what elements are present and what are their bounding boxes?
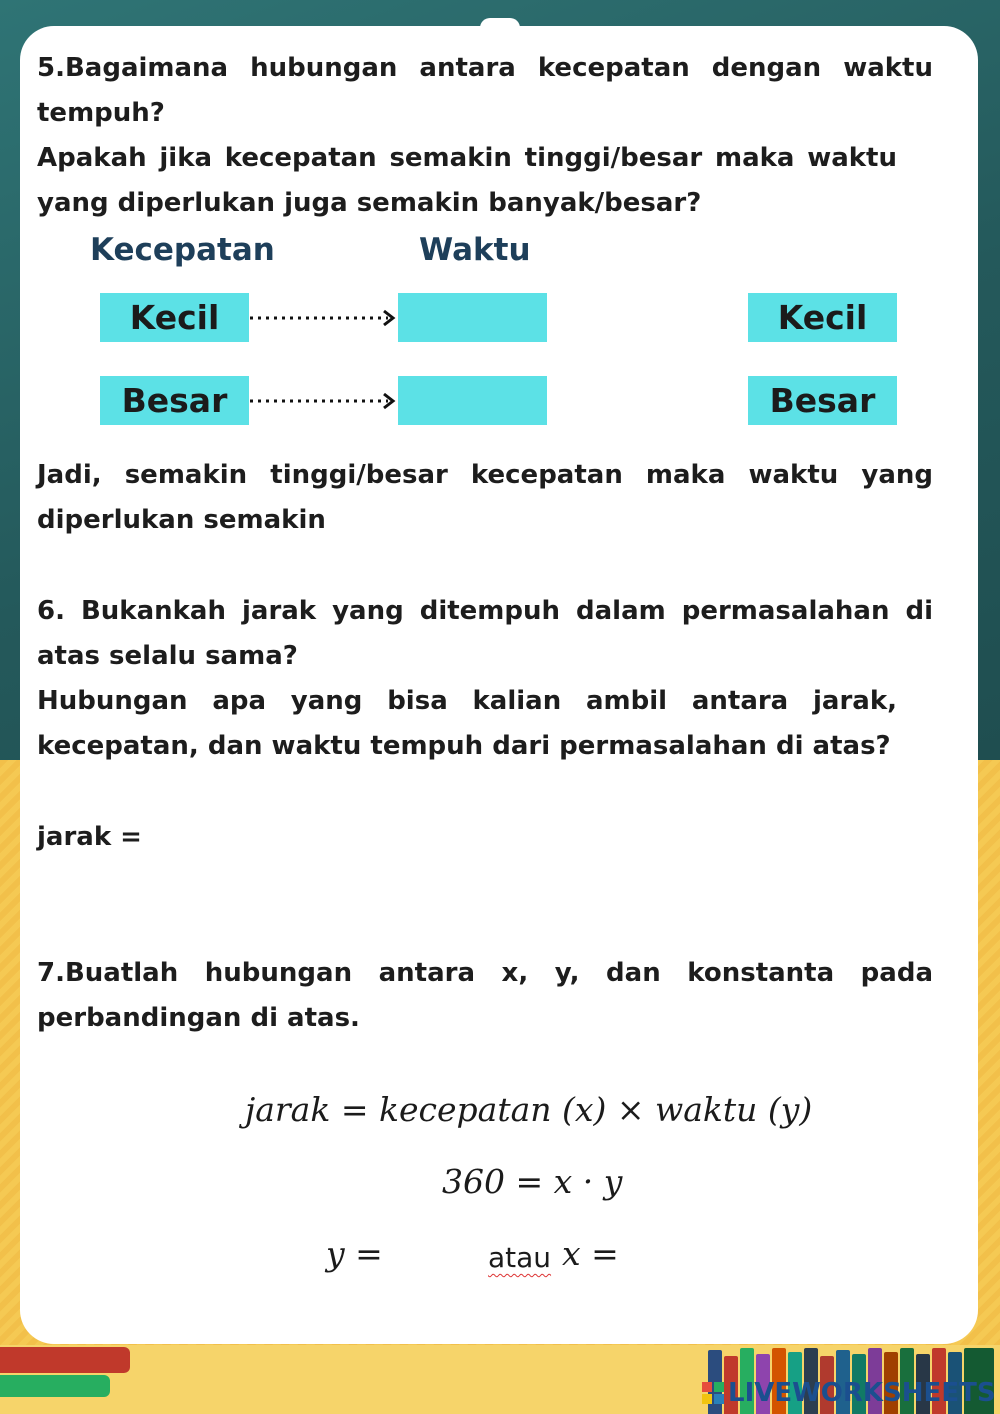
speed-besar-box <box>100 376 249 425</box>
equation-x-right: x = <box>562 1234 619 1273</box>
q5-followup-text: Apakah jika kecepatan semakin tinggi/besar maka waktu yang diperlukan juga semakin banyak/besar? <box>37 143 897 218</box>
header-waktu: Waktu <box>419 232 531 268</box>
atau-word: atau <box>488 1241 552 1274</box>
stacked-books-decoration <box>0 1347 130 1373</box>
option-kecil-label: Kecil <box>777 298 868 337</box>
liveworksheets-watermark: LIVEWORKSHEETS <box>728 1378 996 1408</box>
jarak-label: jarak = <box>37 822 142 852</box>
option-besar-box[interactable] <box>748 376 897 425</box>
speed-besar-label: Besar <box>121 381 228 420</box>
q5-question-text: 5.Bagaimana hubungan antara kecepatan dengan waktu tempuh? <box>37 53 933 128</box>
option-kecil-box[interactable] <box>748 293 897 342</box>
header-kecepatan: Kecepatan <box>90 232 275 268</box>
liveworksheets-logo-icon <box>702 1382 724 1404</box>
q7-question-text: 7.Buatlah hubungan antara x, y, dan konstanta pada perbandingan di atas. <box>37 958 933 1033</box>
equation-jarak: jarak = kecepatan (x) × waktu (y) <box>245 1090 813 1129</box>
dotted-arrow-icon <box>248 391 398 411</box>
stacked-books-decoration <box>0 1375 110 1397</box>
time-answer-drop-1[interactable] <box>398 293 547 342</box>
speed-kecil-label: Kecil <box>129 298 220 337</box>
dotted-arrow-icon <box>248 308 398 328</box>
option-besar-label: Besar <box>769 381 876 420</box>
q6-question-text: 6. Bukankah jarak yang ditempuh dalam permasalahan di atas selalu sama? <box>37 596 933 671</box>
equation-atau <box>488 1236 551 1275</box>
equation-360: 360 = x · y <box>442 1162 623 1201</box>
equation-y-left: y = <box>326 1234 383 1273</box>
time-answer-drop-2[interactable] <box>398 376 547 425</box>
q5-conclusion-text: Jadi, semakin tinggi/besar kecepatan maka waktu yang diperlukan semakin <box>37 460 933 535</box>
speed-kecil-box <box>100 293 249 342</box>
q6-followup-text: Hubungan apa yang bisa kalian ambil antara jarak, kecepatan, dan waktu tempuh dari permasalahan di atas? <box>37 686 897 761</box>
